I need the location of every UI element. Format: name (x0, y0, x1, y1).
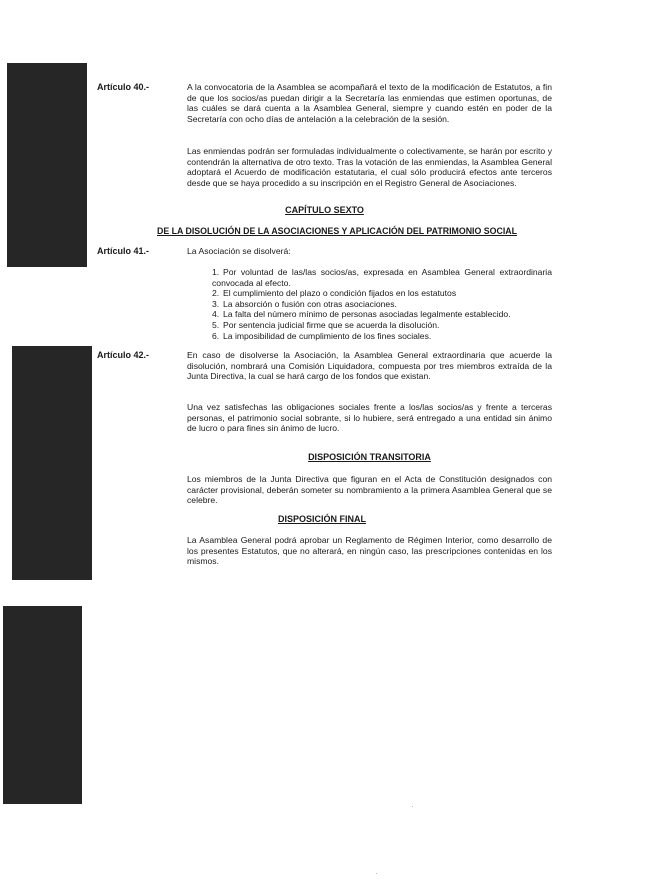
scan-speck (412, 806, 413, 807)
article-41-intro: La Asociación se disolverá: (187, 246, 291, 256)
article-42-paragraph-1: En caso de disolverse la Asociación, la Asamblea General extraordinaria que acuerde la disolución, nombrará una Comisión Liquidadora, compuesta por tres miembros extraída de la Junta Directiva, la cual se hará cargo de los fondos que existan. (187, 350, 552, 382)
article-42-label: Artículo 42.- (97, 350, 150, 360)
redaction-bar-bottom (3, 606, 82, 804)
list-item: 3. La absorción o fusión con otras asociaciones. (212, 298, 397, 309)
article-42-paragraph-2: Una vez satisfechas las obligaciones sociales frente a los/las socios/as y frente a terceras personas, el patrimonio social sobrante, si lo hubiere, será entregado a una entidad sin ánimo de lucro o para fines sin ánimo de lucro. (187, 402, 552, 434)
list-item: 5. Por sentencia judicial firme que se acuerda la disolución. (212, 319, 440, 330)
scan-speck (376, 873, 377, 874)
list-item: 2. El cumplimiento del plazo o condición fijados en los estatutos (212, 288, 457, 299)
list-item: 4. La falta del número mínimo de personas asociadas legalmente establecido. (212, 309, 511, 320)
transitoria-title: DISPOSICIÓN TRANSITORIA (308, 452, 431, 462)
chapter-title: CAPÍTULO SEXTO (285, 205, 364, 215)
article-40-paragraph-2: Las enmiendas podrán ser formuladas individualmente o colectivamente, se harán por escrito y contendrán la alternativa de otro texto. Tras la votación de las enmiendas, la Asamblea General adoptará el Acuerdo de modificación estatutaria, el cual sólo producirá efectos ante terceros desde que se haya procedido a su inscripción en el Registro General de Asociaciones. (187, 146, 552, 188)
dissolution-causes-list (212, 267, 552, 341)
final-title: DISPOSICIÓN FINAL (277, 514, 366, 524)
transitoria-text: Los miembros de la Junta Directiva que figuran en el Acta de Constitución designados con carácter provisional, deberán someter su nombramiento a la primera Asamblea General que se celebre. (187, 474, 552, 506)
article-40-label: Artículo 40.- (97, 82, 150, 92)
list-item: 1. Por voluntad de las/las socios/as, expresada en Asamblea General extraordinaria convocada al efecto. (212, 267, 552, 288)
chapter-subtitle: DE LA DISOLUCIÓN DE LA ASOCIACIONES Y APLICACIÓN DEL PATRIMONIO SOCIAL (156, 226, 518, 236)
redaction-bar-top (7, 63, 87, 267)
list-item: 6. La imposibilidad de cumplimiento de los fines sociales. (212, 330, 432, 341)
article-40-paragraph-1: A la convocatoria de la Asamblea se acompañará el texto de la modificación de Estatutos, a fin de que los socios/as puedan dirigir a la Secretaría las enmiendas que estimen oportunas, de las cuáles se dará cuenta a la Asamblea General, siempre y cuando estén en poder de la Secretaría con ocho días de antelación a la celebración de la sesión. (187, 82, 552, 124)
redaction-bar-middle (12, 346, 92, 580)
article-41-label: Artículo 41.- (97, 246, 150, 256)
final-text: La Asamblea General podrá aprobar un Reglamento de Régimen Interior, como desarrollo de los presentes Estatutos, que no alterará, en ningún caso, las prescripciones contenidas en los mismos. (187, 535, 552, 567)
